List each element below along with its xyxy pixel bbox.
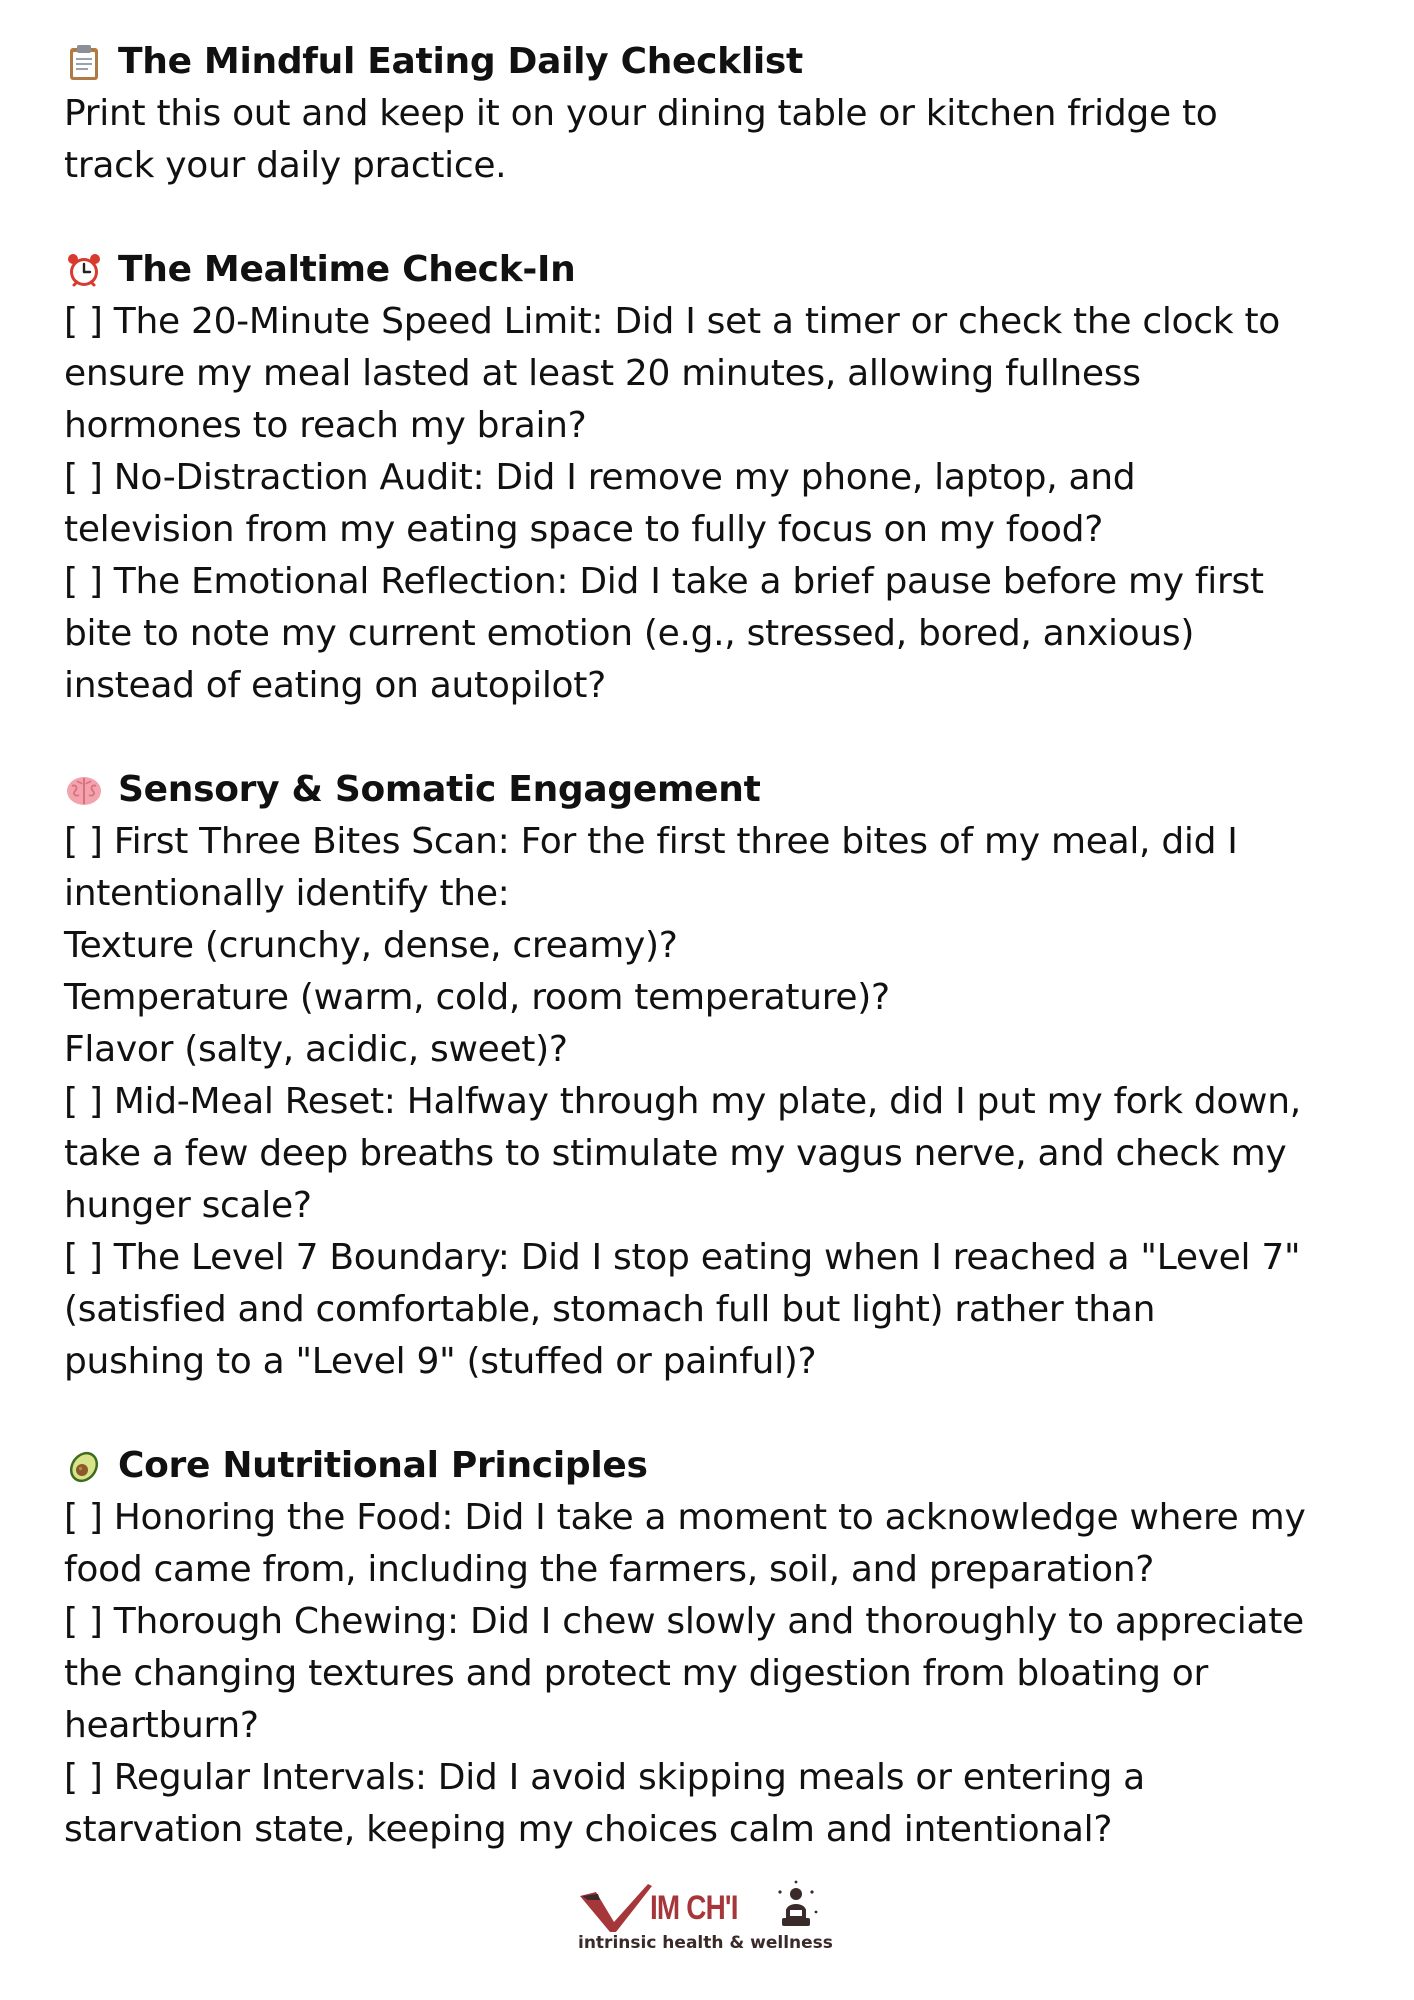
checklist-line: television from my eating space to fully focus on my food?: [64, 509, 1104, 550]
checklist-line: ensure my meal lasted at least 20 minutes, allowing fullness: [64, 353, 1141, 394]
section-heading-text: Core Nutritional Principles: [118, 1445, 648, 1486]
checklist-line: [ ] No-Distraction Audit: Did I remove my phone, laptop, and: [64, 457, 1136, 498]
checklist-line: (satisfied and comfortable, stomach full but light) rather than: [64, 1289, 1156, 1330]
section-heading-text: Sensory & Somatic Engagement: [118, 769, 761, 810]
checklist-line: [ ] The 20-Minute Speed Limit: Did I set a timer or check the clock to: [64, 301, 1280, 342]
checklist-line: [ ] The Level 7 Boundary: Did I stop eating when I reached a "Level 7": [64, 1237, 1301, 1278]
section-heading: [64, 1440, 1354, 1492]
checklist-line: hormones to reach my brain?: [64, 405, 587, 446]
checklist-line: [ ] The Emotional Reflection: Did I take a brief pause before my first: [64, 561, 1264, 602]
checklist-line: pushing to a "Level 9" (stuffed or painful)?: [64, 1341, 817, 1382]
clipboard-icon: [64, 42, 104, 82]
checklist-line: take a few deep breaths to stimulate my vagus nerve, and check my: [64, 1133, 1287, 1174]
checklist-line: food came from, including the farmers, soil, and preparation?: [64, 1549, 1155, 1590]
checklist-line: the changing textures and protect my digestion from bloating or: [64, 1653, 1209, 1694]
checklist-line: Flavor (salty, acidic, sweet)?: [64, 1029, 568, 1070]
avocado-icon: [64, 1446, 104, 1486]
logo-tagline: intrinsic health & wellness: [578, 1933, 833, 1953]
section-sensory-somatic: [64, 764, 1354, 1388]
checklist-document: [64, 36, 1354, 1856]
brand-logo: [578, 1878, 838, 1958]
checklist-line: heartburn?: [64, 1705, 259, 1746]
checklist-line: [ ] Thorough Chewing: Did I chew slowly and thoroughly to appreciate: [64, 1601, 1304, 1642]
intro-line: track your daily practice.: [64, 145, 507, 186]
page-title: [64, 36, 1354, 88]
section-heading: [64, 764, 1354, 816]
checklist-line: hunger scale?: [64, 1185, 312, 1226]
checklist-line: [ ] First Three Bites Scan: For the first three bites of my meal, did I: [64, 821, 1238, 862]
checklist-line: bite to note my current emotion (e.g., stressed, bored, anxious): [64, 613, 1195, 654]
checklist-line: starvation state, keeping my choices calm and intentional?: [64, 1809, 1113, 1850]
page-title-text: The Mindful Eating Daily Checklist: [118, 41, 803, 82]
section-mealtime-check-in: [64, 244, 1354, 712]
section-heading: [64, 244, 1354, 296]
logo-name: IM CH'I: [650, 1889, 738, 1927]
checklist-line: instead of eating on autopilot?: [64, 665, 606, 706]
checklist-line: Temperature (warm, cold, room temperature)?: [64, 977, 890, 1018]
section-heading-text: The Mealtime Check-In: [118, 249, 576, 290]
intro-line: Print this out and keep it on your dining table or kitchen fridge to: [64, 93, 1218, 134]
checklist-line: intentionally identify the:: [64, 873, 510, 914]
alarm-clock-icon: [64, 250, 104, 290]
section-core-nutritional: [64, 1440, 1354, 1856]
checklist-line: [ ] Honoring the Food: Did I take a moment to acknowledge where my: [64, 1497, 1306, 1538]
checklist-line: Texture (crunchy, dense, creamy)?: [64, 925, 678, 966]
brain-icon: [64, 770, 104, 810]
checklist-line: [ ] Regular Intervals: Did I avoid skipping meals or entering a: [64, 1757, 1145, 1798]
checklist-line: [ ] Mid-Meal Reset: Halfway through my plate, did I put my fork down,: [64, 1081, 1301, 1122]
